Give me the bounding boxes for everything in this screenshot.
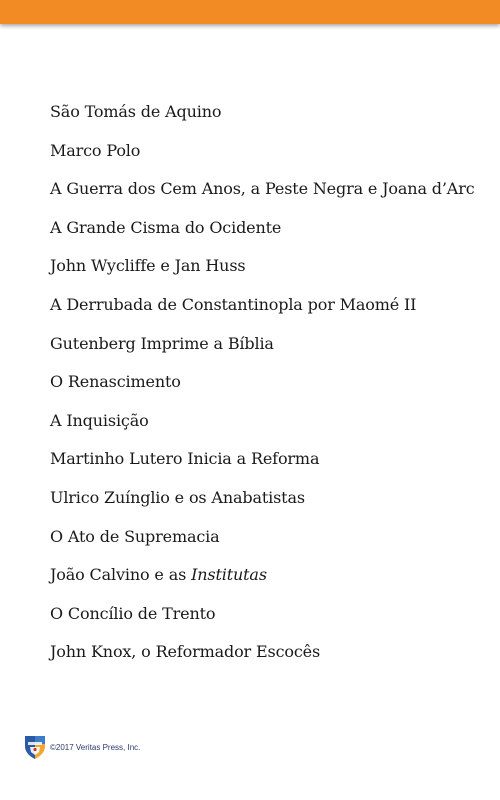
topic-text: A Grande Cisma do Ocidente bbox=[50, 217, 282, 237]
footer bbox=[24, 733, 140, 761]
topic-text: A Guerra dos Cem Anos, a Peste Negra e Joana d’Arc bbox=[50, 179, 475, 199]
topic-item bbox=[50, 524, 475, 563]
topic-text: A Inquisição bbox=[50, 410, 149, 430]
topic-item bbox=[50, 601, 475, 640]
topic-item bbox=[50, 253, 475, 292]
topic-list bbox=[50, 99, 475, 678]
topic-text-italic: Institutas bbox=[191, 565, 267, 585]
topic-text: Marco Polo bbox=[50, 140, 141, 160]
topic-item bbox=[50, 292, 475, 331]
topic-text: João Calvino e as bbox=[50, 565, 192, 585]
topic-item bbox=[50, 369, 475, 408]
topic-item bbox=[50, 331, 475, 370]
topic-text: O Ato de Supremacia bbox=[50, 526, 220, 546]
topic-item bbox=[50, 485, 475, 524]
topic-item bbox=[50, 99, 475, 138]
topic-text: A Derrubada de Constantinopla por Maomé II bbox=[50, 294, 417, 314]
topic-item bbox=[50, 176, 475, 215]
topic-text: John Wycliffe e Jan Huss bbox=[50, 256, 246, 276]
topic-item bbox=[50, 639, 475, 678]
topic-text: O Renascimento bbox=[50, 372, 181, 392]
topic-text: Gutenberg Imprime a Bíblia bbox=[50, 333, 274, 353]
veritas-press-shield-icon bbox=[24, 734, 46, 760]
topic-item bbox=[50, 215, 475, 254]
copyright-text: ©2017 Veritas Press, Inc. bbox=[50, 742, 141, 752]
topic-text: O Concílio de Trento bbox=[50, 603, 216, 623]
topic-item bbox=[50, 408, 475, 447]
topic-text: São Tomás de Aquino bbox=[50, 102, 222, 121]
topic-item bbox=[50, 138, 475, 177]
topic-text: Martinho Lutero Inicia a Reforma bbox=[50, 449, 320, 469]
topic-item bbox=[50, 562, 475, 601]
header-bar bbox=[0, 0, 500, 24]
topic-item bbox=[50, 446, 475, 485]
topic-text: Ulrico Zuínglio e os Anabatistas bbox=[50, 487, 305, 507]
topic-text: John Knox, o Reformador Escocês bbox=[50, 642, 321, 662]
